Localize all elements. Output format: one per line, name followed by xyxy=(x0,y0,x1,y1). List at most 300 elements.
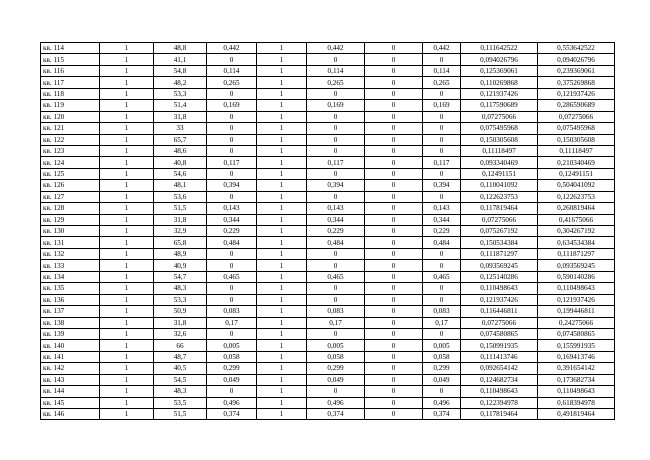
table-cell: 0 xyxy=(207,328,257,339)
row-label-cell: кв. 146 xyxy=(41,409,100,420)
row-label-cell: кв. 132 xyxy=(41,248,100,259)
table-cell: 1 xyxy=(100,203,154,214)
row-label-cell: кв. 116 xyxy=(41,65,100,76)
table-cell: 0,058 xyxy=(207,351,257,362)
table-cell: 0 xyxy=(207,134,257,145)
table-cell: 1 xyxy=(100,374,154,385)
row-label-cell: кв. 144 xyxy=(41,386,100,397)
table-cell: 0,173682734 xyxy=(538,374,615,385)
table-cell: 0,093569245 xyxy=(461,260,538,271)
row-label-cell: кв. 142 xyxy=(41,363,100,374)
table-cell: 1 xyxy=(100,271,154,282)
table-cell: 0,344 xyxy=(423,214,461,225)
table-cell: 1 xyxy=(257,134,307,145)
table-cell: 0,496 xyxy=(307,397,365,408)
table-cell: 1 xyxy=(100,283,154,294)
table-cell: 0,110041092 xyxy=(461,180,538,191)
table-cell: 0,286590689 xyxy=(538,100,615,111)
row-label-cell: кв. 119 xyxy=(41,100,100,111)
table-cell: 0,094026796 xyxy=(461,54,538,65)
table-cell: 0 xyxy=(423,260,461,271)
table-cell: 0,155991935 xyxy=(538,340,615,351)
table-cell: 0,122623753 xyxy=(461,191,538,202)
table-cell: 0 xyxy=(307,260,365,271)
table-cell: 0,344 xyxy=(307,214,365,225)
table-cell: 0,114 xyxy=(423,65,461,76)
table-cell: 0 xyxy=(423,328,461,339)
table-cell: 1 xyxy=(257,226,307,237)
table-cell: 0 xyxy=(207,145,257,156)
table-cell: 0 xyxy=(307,328,365,339)
row-label-cell: кв. 131 xyxy=(41,237,100,248)
table-cell: 40,8 xyxy=(154,157,207,168)
table-cell: 0,11118497 xyxy=(538,145,615,156)
table-cell: 0,17 xyxy=(207,317,257,328)
table-cell: 0,093569245 xyxy=(538,260,615,271)
table-cell: 0 xyxy=(365,397,423,408)
table-cell: 0,210340469 xyxy=(538,157,615,168)
table-row xyxy=(41,317,615,328)
table-row xyxy=(41,191,615,202)
table-cell: 1 xyxy=(257,328,307,339)
table-cell: 0,110498643 xyxy=(461,386,538,397)
table-cell: 0 xyxy=(307,294,365,305)
row-label-cell: кв. 126 xyxy=(41,180,100,191)
table-cell: 0,299 xyxy=(307,363,365,374)
table-cell: 0,484 xyxy=(307,237,365,248)
table-cell: 48,3 xyxy=(154,283,207,294)
table-cell: 0 xyxy=(365,374,423,385)
table-cell: 0,117 xyxy=(307,157,365,168)
table-cell: 1 xyxy=(100,386,154,397)
table-cell: 0 xyxy=(307,134,365,145)
table-cell: 0,07275066 xyxy=(461,214,538,225)
table-cell: 0,122623753 xyxy=(538,191,615,202)
table-cell: 1 xyxy=(257,65,307,76)
table-cell: 0 xyxy=(365,248,423,259)
table-cell: 0,465 xyxy=(307,271,365,282)
table-cell: 0 xyxy=(365,54,423,65)
table-cell: 0 xyxy=(365,306,423,317)
table-cell: 1 xyxy=(257,214,307,225)
table-cell: 0,169 xyxy=(423,100,461,111)
table-cell: 0,110498643 xyxy=(461,283,538,294)
row-label-cell: кв. 129 xyxy=(41,214,100,225)
table-cell: 0,125140286 xyxy=(461,271,538,282)
table-cell: 0,299 xyxy=(207,363,257,374)
table-cell: 0 xyxy=(365,317,423,328)
table-cell: 0,442 xyxy=(207,43,257,54)
table-cell: 51,5 xyxy=(154,409,207,420)
table-cell: 0 xyxy=(365,340,423,351)
table-cell: 1 xyxy=(100,237,154,248)
table-cell: 0 xyxy=(307,168,365,179)
table-cell: 0,150305608 xyxy=(538,134,615,145)
table-cell: 1 xyxy=(100,43,154,54)
table-cell: 1 xyxy=(257,157,307,168)
table-cell: 1 xyxy=(257,363,307,374)
table-row xyxy=(41,43,615,54)
table-cell: 0 xyxy=(207,123,257,134)
table-cell: 0,075267192 xyxy=(461,226,538,237)
table-cell: 0,058 xyxy=(423,351,461,362)
table-cell: 0,442 xyxy=(307,43,365,54)
table-row xyxy=(41,397,615,408)
table-cell: 1 xyxy=(257,111,307,122)
table-cell: 0,344 xyxy=(207,214,257,225)
table-row xyxy=(41,306,615,317)
table-cell: 0,117 xyxy=(423,157,461,168)
table-cell: 1 xyxy=(100,65,154,76)
table-cell: 0,150305608 xyxy=(461,134,538,145)
table-cell: 1 xyxy=(257,248,307,259)
table-cell: 0 xyxy=(423,283,461,294)
table-row xyxy=(41,157,615,168)
table-cell: 1 xyxy=(257,294,307,305)
table-row xyxy=(41,145,615,156)
table-cell: 0 xyxy=(365,363,423,374)
table-cell: 0 xyxy=(207,283,257,294)
table-cell: 0,116446811 xyxy=(461,306,538,317)
table-cell: 1 xyxy=(257,123,307,134)
table-cell: 0 xyxy=(365,157,423,168)
table-cell: 0 xyxy=(423,88,461,99)
table-cell: 1 xyxy=(100,248,154,259)
table-cell: 0,110498643 xyxy=(538,386,615,397)
table-cell: 0,634534384 xyxy=(538,237,615,248)
table-cell: 1 xyxy=(100,100,154,111)
table-cell: 1 xyxy=(257,409,307,420)
table-row xyxy=(41,363,615,374)
table-cell: 0,299 xyxy=(423,363,461,374)
table-cell: 0,07275066 xyxy=(461,317,538,328)
table-cell: 0,374 xyxy=(307,409,365,420)
table-cell: 0 xyxy=(307,54,365,65)
row-label-cell: кв. 125 xyxy=(41,168,100,179)
table-cell: 40,9 xyxy=(154,260,207,271)
table-cell: 0,083 xyxy=(423,306,461,317)
table-row xyxy=(41,271,615,282)
table-cell: 0,110269868 xyxy=(461,77,538,88)
table-cell: 0 xyxy=(365,123,423,134)
row-label-cell: кв. 133 xyxy=(41,260,100,271)
table-cell: 0 xyxy=(423,386,461,397)
table-cell: 1 xyxy=(257,386,307,397)
table-cell: 0 xyxy=(365,111,423,122)
table-cell: 53,6 xyxy=(154,191,207,202)
table-cell: 54,5 xyxy=(154,374,207,385)
table-cell: 0 xyxy=(365,88,423,99)
table-row xyxy=(41,328,615,339)
table-cell: 0,143 xyxy=(207,203,257,214)
table-cell: 0,114 xyxy=(207,65,257,76)
table-cell: 1 xyxy=(100,306,154,317)
table-cell: 0 xyxy=(207,386,257,397)
row-label-cell: кв. 136 xyxy=(41,294,100,305)
table-cell: 0,374 xyxy=(207,409,257,420)
table-cell: 0,150991935 xyxy=(461,340,538,351)
table-cell: 0,484 xyxy=(207,237,257,248)
table-row xyxy=(41,226,615,237)
table-cell: 0,41675066 xyxy=(538,214,615,225)
table-cell: 0,111642522 xyxy=(461,43,538,54)
table-cell: 1 xyxy=(100,88,154,99)
table-cell: 0 xyxy=(365,134,423,145)
table-cell: 0,07275066 xyxy=(538,111,615,122)
table-cell: 0 xyxy=(365,237,423,248)
table-cell: 1 xyxy=(257,54,307,65)
table-cell: 50,9 xyxy=(154,306,207,317)
table-cell: 0 xyxy=(365,65,423,76)
table-cell: 0,121937426 xyxy=(538,294,615,305)
table-cell: 1 xyxy=(257,317,307,328)
table-cell: 0,553642522 xyxy=(538,43,615,54)
table-cell: 0,229 xyxy=(423,226,461,237)
table-cell: 1 xyxy=(257,260,307,271)
table-cell: 0 xyxy=(307,111,365,122)
row-label-cell: кв. 118 xyxy=(41,88,100,99)
table-cell: 54,8 xyxy=(154,65,207,76)
table-cell: 0,092654142 xyxy=(461,363,538,374)
row-label-cell: кв. 137 xyxy=(41,306,100,317)
table-row xyxy=(41,374,615,385)
row-label-cell: кв. 140 xyxy=(41,340,100,351)
table-row xyxy=(41,248,615,259)
table-row xyxy=(41,294,615,305)
table-cell: 0,394 xyxy=(307,180,365,191)
table-cell: 1 xyxy=(100,351,154,362)
table-row xyxy=(41,65,615,76)
table-cell: 0 xyxy=(365,77,423,88)
table-row xyxy=(41,340,615,351)
table-cell: 1 xyxy=(100,180,154,191)
table-cell: 0,121937426 xyxy=(538,88,615,99)
table-cell: 0 xyxy=(423,191,461,202)
table-row xyxy=(41,203,615,214)
table-cell: 1 xyxy=(257,351,307,362)
table-row xyxy=(41,111,615,122)
table-cell: 0 xyxy=(365,100,423,111)
table-cell: 0,121937426 xyxy=(461,88,538,99)
table-cell: 0 xyxy=(365,386,423,397)
row-label-cell: кв. 124 xyxy=(41,157,100,168)
table-row xyxy=(41,260,615,271)
table-cell: 0,465 xyxy=(207,271,257,282)
table-cell: 32,9 xyxy=(154,226,207,237)
table-cell: 0 xyxy=(307,123,365,134)
table-cell: 1 xyxy=(100,191,154,202)
table-cell: 0 xyxy=(365,180,423,191)
table-cell: 0,24275066 xyxy=(538,317,615,328)
table-cell: 1 xyxy=(257,271,307,282)
table-cell: 33 xyxy=(154,123,207,134)
table-cell: 0 xyxy=(365,283,423,294)
table-cell: 1 xyxy=(100,363,154,374)
table-row xyxy=(41,180,615,191)
table-cell: 0 xyxy=(365,214,423,225)
row-label-cell: кв. 122 xyxy=(41,134,100,145)
table-row xyxy=(41,237,615,248)
table-cell: 0 xyxy=(365,203,423,214)
table-cell: 1 xyxy=(257,145,307,156)
table-cell: 0 xyxy=(207,260,257,271)
row-label-cell: кв. 123 xyxy=(41,145,100,156)
table-cell: 0,17 xyxy=(423,317,461,328)
table-cell: 0,143 xyxy=(423,203,461,214)
apartment-data-table xyxy=(40,42,615,420)
table-cell: 0 xyxy=(365,191,423,202)
table-row xyxy=(41,386,615,397)
table-cell: 0,265 xyxy=(423,77,461,88)
table-cell: 32,6 xyxy=(154,328,207,339)
table-cell: 31,8 xyxy=(154,111,207,122)
table-cell: 0,504041092 xyxy=(538,180,615,191)
row-label-cell: кв. 114 xyxy=(41,43,100,54)
table-cell: 0,491819464 xyxy=(538,409,615,420)
table-cell: 1 xyxy=(100,260,154,271)
table-cell: 0 xyxy=(307,248,365,259)
table-cell: 0,239369061 xyxy=(538,65,615,76)
row-label-cell: кв. 120 xyxy=(41,111,100,122)
table-cell: 48,3 xyxy=(154,386,207,397)
table-cell: 54,7 xyxy=(154,271,207,282)
table-cell: 1 xyxy=(100,294,154,305)
table-cell: 1 xyxy=(257,374,307,385)
document-page xyxy=(40,42,615,420)
table-cell: 1 xyxy=(100,340,154,351)
table-row xyxy=(41,123,615,134)
table-cell: 0,117 xyxy=(207,157,257,168)
table-cell: 48,2 xyxy=(154,77,207,88)
table-cell: 48,8 xyxy=(154,43,207,54)
table-cell: 0,111871297 xyxy=(538,248,615,259)
table-cell: 0,110498643 xyxy=(538,283,615,294)
table-cell: 0,083 xyxy=(207,306,257,317)
table-cell: 1 xyxy=(100,157,154,168)
table-cell: 0 xyxy=(307,191,365,202)
table-cell: 1 xyxy=(100,397,154,408)
table-cell: 0 xyxy=(365,351,423,362)
table-cell: 0,005 xyxy=(423,340,461,351)
row-label-cell: кв. 115 xyxy=(41,54,100,65)
table-cell: 1 xyxy=(257,77,307,88)
table-row xyxy=(41,283,615,294)
table-cell: 48,1 xyxy=(154,180,207,191)
table-cell: 0 xyxy=(207,88,257,99)
table-cell: 0,122394978 xyxy=(461,397,538,408)
table-cell: 0,12491151 xyxy=(461,168,538,179)
table-cell: 48,7 xyxy=(154,351,207,362)
table-cell: 0,496 xyxy=(207,397,257,408)
table-cell: 0,229 xyxy=(307,226,365,237)
table-cell: 0,005 xyxy=(307,340,365,351)
table-cell: 1 xyxy=(100,328,154,339)
table-cell: 0 xyxy=(365,226,423,237)
table-cell: 53,3 xyxy=(154,88,207,99)
table-cell: 0,083 xyxy=(307,306,365,317)
table-cell: 1 xyxy=(257,168,307,179)
table-cell: 0,260819464 xyxy=(538,203,615,214)
row-label-cell: кв. 138 xyxy=(41,317,100,328)
table-cell: 0,169 xyxy=(307,100,365,111)
table-cell: 1 xyxy=(257,203,307,214)
table-cell: 0,618394978 xyxy=(538,397,615,408)
table-cell: 54,6 xyxy=(154,168,207,179)
table-cell: 1 xyxy=(257,100,307,111)
table-cell: 0 xyxy=(207,111,257,122)
table-cell: 31,8 xyxy=(154,214,207,225)
table-cell: 40,5 xyxy=(154,363,207,374)
table-row xyxy=(41,100,615,111)
table-cell: 0 xyxy=(307,386,365,397)
table-cell: 0,121937426 xyxy=(461,294,538,305)
table-cell: 0 xyxy=(365,409,423,420)
table-cell: 0 xyxy=(423,134,461,145)
table-cell: 0,049 xyxy=(307,374,365,385)
table-cell: 0 xyxy=(307,88,365,99)
table-cell: 0,117819464 xyxy=(461,409,538,420)
table-cell: 48,9 xyxy=(154,248,207,259)
table-cell: 1 xyxy=(100,134,154,145)
table-cell: 0 xyxy=(365,260,423,271)
table-cell: 0,394 xyxy=(207,180,257,191)
table-cell: 0 xyxy=(365,271,423,282)
row-label-cell: кв. 128 xyxy=(41,203,100,214)
table-cell: 51,5 xyxy=(154,203,207,214)
table-cell: 0,391654142 xyxy=(538,363,615,374)
table-cell: 0 xyxy=(365,328,423,339)
table-cell: 1 xyxy=(257,88,307,99)
table-cell: 65,7 xyxy=(154,134,207,145)
table-cell: 1 xyxy=(257,237,307,248)
table-cell: 0 xyxy=(307,283,365,294)
row-label-cell: кв. 117 xyxy=(41,77,100,88)
table-cell: 0,074580865 xyxy=(538,328,615,339)
table-cell: 1 xyxy=(100,168,154,179)
table-cell: 0,169413746 xyxy=(538,351,615,362)
table-cell: 0,442 xyxy=(423,43,461,54)
table-cell: 0,394 xyxy=(423,180,461,191)
row-label-cell: кв. 127 xyxy=(41,191,100,202)
table-cell: 1 xyxy=(100,409,154,420)
table-cell: 0,496 xyxy=(423,397,461,408)
table-cell: 0 xyxy=(207,168,257,179)
table-cell: 0 xyxy=(207,248,257,259)
table-cell: 1 xyxy=(100,123,154,134)
table-cell: 0,17 xyxy=(307,317,365,328)
table-cell: 0 xyxy=(423,54,461,65)
table-cell: 0 xyxy=(365,43,423,54)
table-cell: 0,111413746 xyxy=(461,351,538,362)
table-cell: 0 xyxy=(365,145,423,156)
table-cell: 0,484 xyxy=(423,237,461,248)
table-cell: 0,111871297 xyxy=(461,248,538,259)
table-cell: 1 xyxy=(100,111,154,122)
table-cell: 0,124682734 xyxy=(461,374,538,385)
table-cell: 31,8 xyxy=(154,317,207,328)
table-cell: 0,169 xyxy=(207,100,257,111)
table-cell: 41,1 xyxy=(154,54,207,65)
table-row xyxy=(41,214,615,225)
row-label-cell: кв. 121 xyxy=(41,123,100,134)
row-label-cell: кв. 130 xyxy=(41,226,100,237)
table-cell: 0,005 xyxy=(207,340,257,351)
table-cell: 0,075495968 xyxy=(538,123,615,134)
table-cell: 0,304267192 xyxy=(538,226,615,237)
table-cell: 0 xyxy=(423,111,461,122)
table-cell: 1 xyxy=(100,145,154,156)
table-row xyxy=(41,77,615,88)
